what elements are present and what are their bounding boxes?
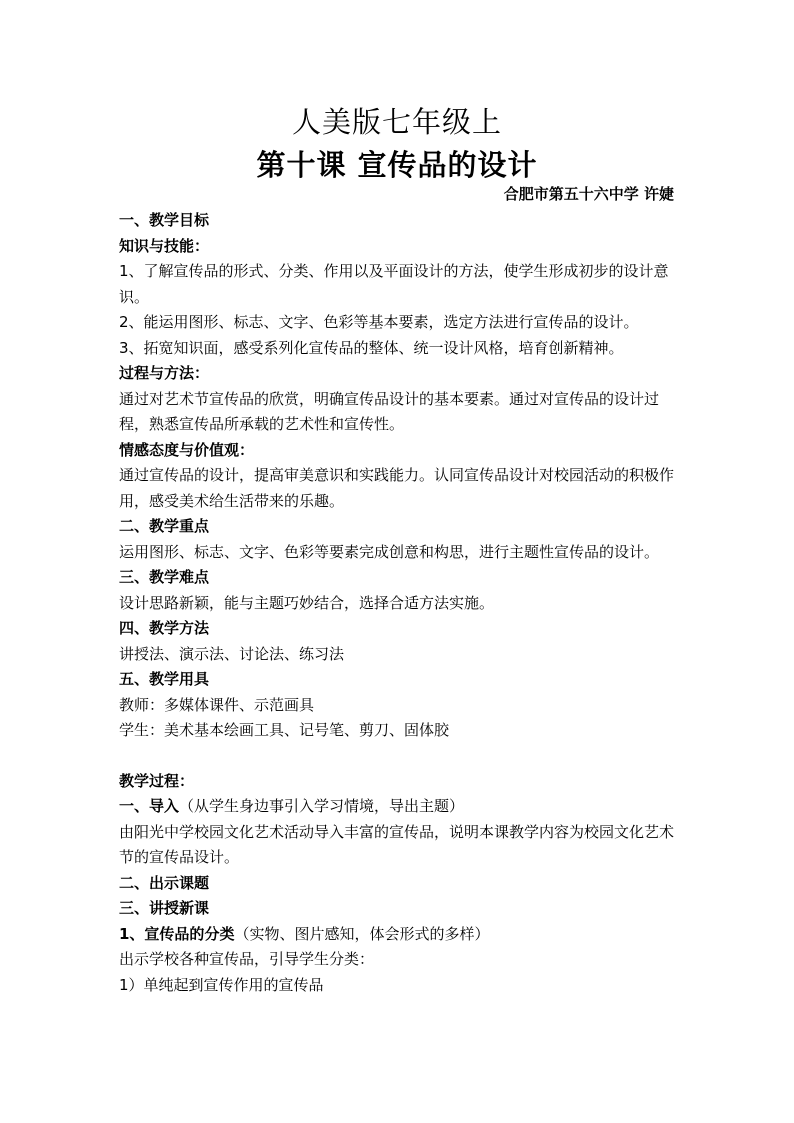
- author-line: 合肥市第五十六中学 许婕: [503, 185, 674, 203]
- new-heading: 三、讲授新课: [119, 899, 210, 917]
- emotion-heading: 情感态度与价值观：: [119, 440, 255, 459]
- intro-bold: 一、导入: [119, 797, 180, 815]
- tools-heading: 五、教学用具: [119, 670, 210, 688]
- topic-heading: 二、出示课题: [119, 873, 210, 892]
- knowledge-heading: 知识与技能：: [119, 236, 210, 255]
- difficult-heading: 三、教学难点: [119, 568, 210, 586]
- emotion-text: 通过宣传品的设计，提高审美意识和实践能力。认同宣传品设计对校园活动的积极作用，感受美术给生活带来的乐趣。: [119, 466, 675, 510]
- knowledge-item-1: 1、了解宣传品的形式、分类、作用以及平面设计的方法，使学生形成初步的设计意识。: [119, 262, 669, 306]
- knowledge-item-2: 2、能运用图形、标志、文字、色彩等基本要素，选定方法进行宣传品的设计。: [119, 313, 639, 331]
- intro-note: （从学生身边事引入学习情境，导出主题）: [179, 797, 465, 815]
- intro-line: [119, 794, 679, 820]
- class-note: （实物、图片感知，体会形式的多样）: [234, 924, 490, 943]
- class-line: [119, 922, 679, 948]
- process-heading: 过程与方法：: [119, 364, 210, 382]
- class-bold: 1、宣传品的分类: [119, 924, 235, 943]
- class-item-1: 1）单纯起到宣传作用的宣传品: [119, 975, 324, 994]
- tools-teacher: 教师：多媒体课件、示范画具: [119, 695, 315, 714]
- tools-student: 学生：美术基本绘画工具、记号笔、剪刀、固体胶: [119, 721, 450, 739]
- intro-text: 由阳光中学校园文化艺术活动导入丰富的宣传品，说明本课教学内容为校园文化艺术节的宣传品设计。: [119, 822, 675, 866]
- knowledge-item-3: 3、拓宽知识面，感受系列化宣传品的整体、统一设计风格，培育创新精神。: [119, 338, 624, 357]
- difficult-text: 设计思路新颖，能与主题巧妙结合，选择合适方法实施。: [119, 593, 495, 612]
- class-text: 出示学校各种宣传品，引导学生分类：: [119, 950, 375, 968]
- goals-heading: 一、教学目标: [119, 211, 210, 229]
- blank-line: [119, 744, 679, 769]
- title-line-1: 人美版七年级上: [291, 105, 502, 139]
- method-text: 讲授法、演示法、讨论法、练习法: [119, 644, 345, 663]
- title-line-2: 第十课 宣传品的设计: [256, 148, 538, 182]
- key-heading: 二、教学重点: [119, 517, 210, 535]
- key-text: 运用图形、标志、文字、色彩等要素完成创意和构思，进行主题性宣传品的设计。: [119, 542, 660, 561]
- process-text: 通过对艺术节宣传品的欣赏，明确宣传品设计的基本要素。通过对宣传品的设计过程，熟悉宣传品所承载的艺术性和宣传性。: [119, 389, 660, 433]
- procedure-heading: 教学过程：: [119, 771, 195, 790]
- method-heading: 四、教学方法: [119, 619, 210, 637]
- document-body: [119, 208, 679, 998]
